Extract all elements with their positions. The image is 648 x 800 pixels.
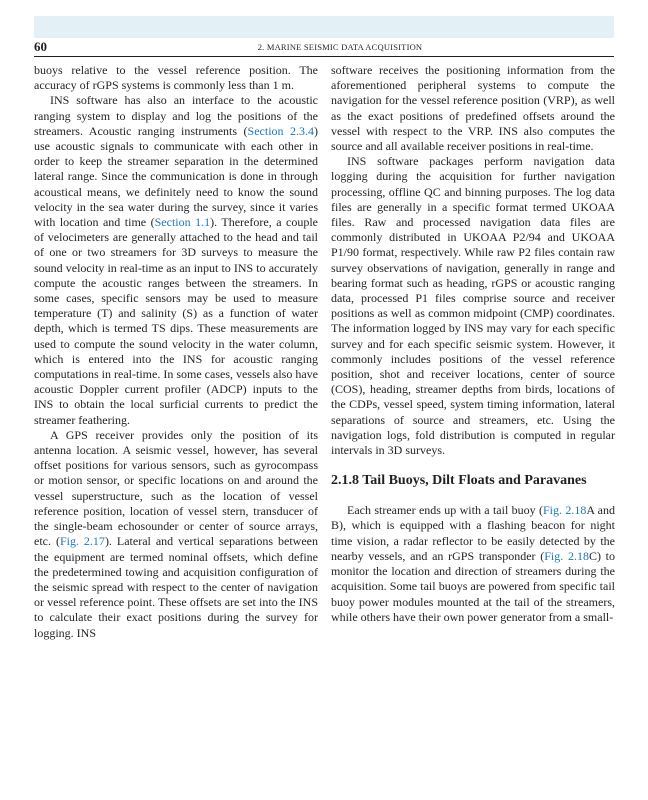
section-link[interactable]: Section 2.3.4: [247, 123, 315, 138]
paragraph: software receives the positioning information from the aforementioned peripheral systems to compute the navigation for the vessel reference position (VRP), as well as the exact positions of predefined offsets around the vessel with respect to the VRP. INS also computes the source and all available receiver positions in real-time.: [331, 63, 615, 154]
paragraph: INS software packages perform navigation data logging during the acquisition for further navigation processing, offline QC and binning purposes. The log data files are generally in a specific format termed UKOAA files. Raw and processed navigation data files are commonly distributed in UKOAA P2/94 and UKOAA P1/90 format, respectively. While raw P2 files contain raw survey observations of navigation, generally in range and bearing format such as heading, rGPS or acoustic ranging data, processed P1 files comprise source and receiver positions as well as common midpoint (CMP) coordinates. The information logged by INS may vary for each specific survey and for each specific seismic system. However, it commonly includes positions of the vessel reference position, shot and receiver locations, center of source (COS), heading, streamer depths from birds, locations of the CDPs, vessel speed, system timing information, lateral separations of source and streamers, etc. Using the navigation logs, fold distribution is computed in regular intervals in 3D surveys.: [331, 154, 615, 458]
running-head: 2. MARINE SEISMIC DATA ACQUISITION: [257, 42, 423, 52]
header-rule: [34, 56, 614, 57]
paragraph: A GPS receiver provides only the position of its antenna location. A seismic vessel, however, has several offset positions for various sensors, such as gyrocompass or motion sensor, or specific locations on and around the vessel superstructure, such as the location of vessel reference position, location of vessel stern, transducer of the single-beam echosounder or center of source arrays, etc. (Fig. 2.17). Lateral and vertical separations between the equipment are termed nominal offsets, which define the predetermined towing and acquisition configuration of the seismic spread with respect to the center of navigation or vessel reference point. These offsets are set into the INS to calculate their exact positions during the survey for logging. INS: [34, 427, 319, 640]
section-link[interactable]: Section 1.1: [154, 215, 211, 230]
figure-link[interactable]: Fig. 2.18: [544, 548, 589, 563]
figure-link[interactable]: Fig. 2.18: [542, 503, 587, 518]
left-column: [34, 63, 318, 641]
paragraph: INS software has also an interface to the acoustic ranging system to display and log the positions of the streamers. Acoustic ranging instruments (Section 2.3.4) use acoustic signals to communicate with each other in order to keep the streamer separation in the determined lateral range. Since the communication is done in through acoustical means, we definitely need to know the sound velocity in the sea water during the survey, since it varies with location and time (Section 1.1). Therefore, a couple of velocimeters are generally attached to the head and tail of one or two streamers for 3D surveys to measure the sound velocity in real-time as an input to INS to accurately compute the acoustic ranges between the streamers. In some cases, specific sensors may be used to measure temperature (T) and salinity (S) as a function of water depth, which is termed TS dips. These measurements are used to compute the sound velocity in the water column, which is entered into the INS for acoustic ranging computations in real-time. In some cases, vessels also have acoustic Doppler current profiler (ADCP) inputs to the INS to obtain the local surficial currents to predict the streamer feathering.: [34, 93, 319, 427]
paragraph: buoys relative to the vessel reference position. The accuracy of rGPS systems is commonly less than 1 m.: [34, 63, 318, 93]
header-band: [34, 16, 614, 38]
section-heading: 2.1.8 Tail Buoys, Dilt Floats and Paravanes: [331, 473, 587, 489]
right-column: [331, 63, 615, 625]
figure-link[interactable]: Fig. 2.17: [59, 534, 105, 549]
paragraph: Each streamer ends up with a tail buoy (Fig. 2.18A and B), which is equipped with a flashing beacon for night time vision, a radar reflector to be easily detected by the nearby vessels, and an rGPS transponder (Fig. 2.18C) to monitor the location and direction of streamers during the acquisition. Some tail buoys are powered from specific tail buoy power modules mounted at the tail of the streamers, while others have their own power generator from a small-: [331, 503, 615, 624]
page-number: 60: [34, 39, 47, 54]
